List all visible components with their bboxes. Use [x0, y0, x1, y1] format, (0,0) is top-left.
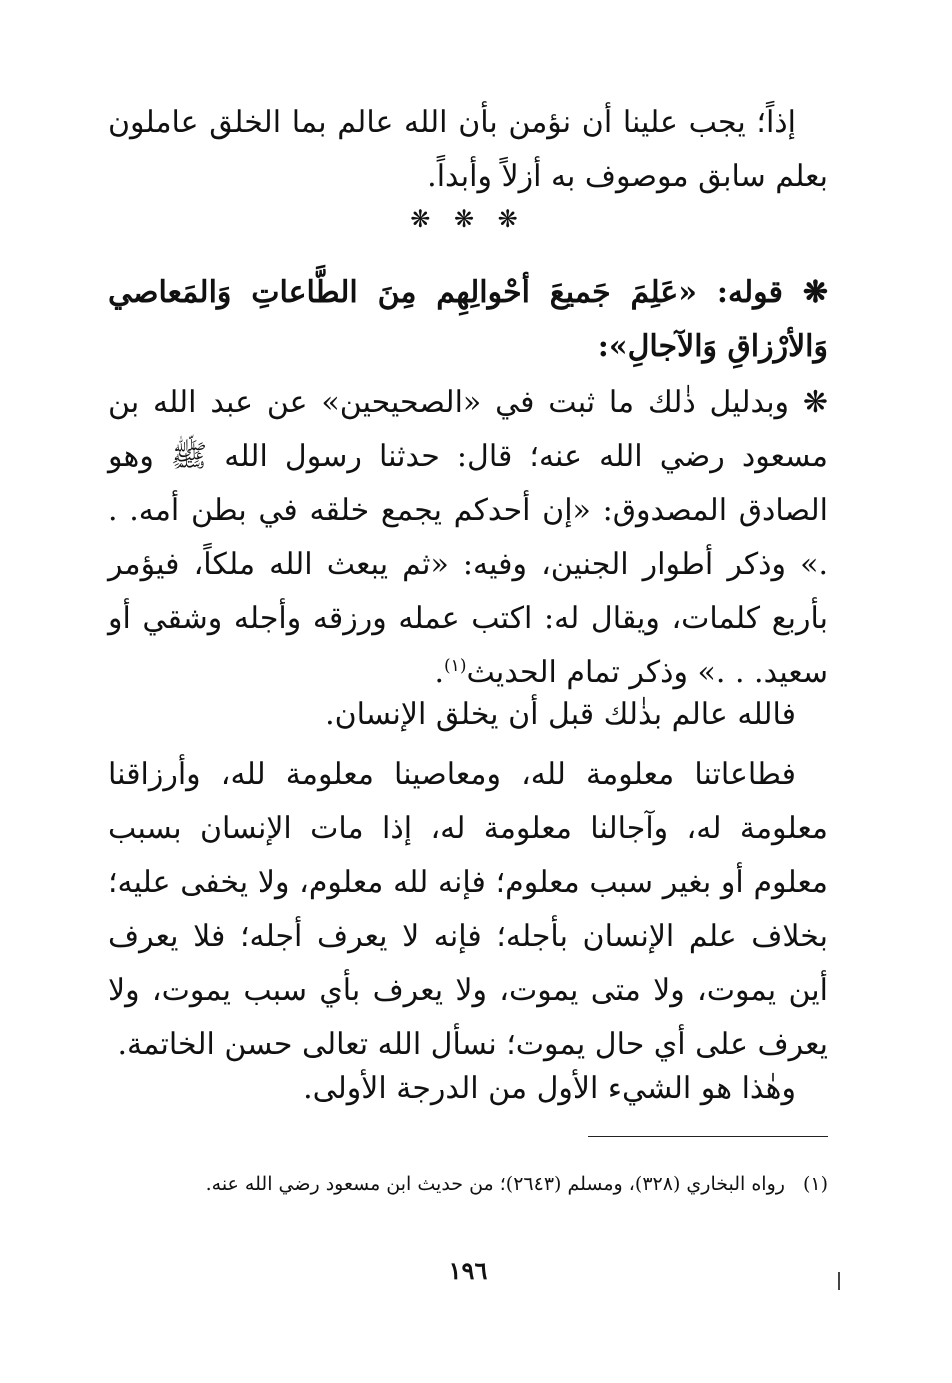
paragraph-evidence-text: ❋ وبدليل ذٰلك ما ثبت في «الصحيحين» عن عبد الله بن مسعود رضي الله عنه؛ قال: حدثنا رسول الله ﷺ وهو الصادق المصدوق: «إن أحدكم يجمع خلقه في بطن أمه. . .» وذكر أطوار الجنين، وفيه: «ثم يبعث الله ملكاً، فيؤمر بأربع كلمات، ويقال له: اكتب عمله ورزقه وأجله وشقي أو سعيد. . .» وذكر تمام الحديث — [108, 385, 828, 690]
page-number: ١٩٦ — [448, 1256, 488, 1285]
paragraph-god-knows: فالله عالم بذٰلك قبل أن يخلق الإنسان. — [325, 697, 796, 732]
quoted-text-heading: ❋ قوله: «عَلِمَ جَميعَ أحْوالِهِم مِنَ الطَّاعاتِ وَالمَعاصي وَالأرْزاقِ وَالآجالِ»: — [108, 275, 828, 364]
scan-mark — [838, 1272, 840, 1290]
book-page — [108, 0, 828, 1383]
footnote — [108, 1166, 828, 1202]
paragraph-conclusion: إذاً؛ يجب علينا أن نؤمن بأن الله عالم بما الخلق عاملون بعلم سابق موصوف به أزلاً وأبداً. — [108, 105, 828, 194]
paragraph-evidence — [108, 376, 828, 700]
footnote-text: رواه البخاري (٣٢٨)، ومسلم (٢٦٤٣)؛ من حديث ابن مسعود رضي الله عنه. — [205, 1173, 785, 1195]
paragraph-evidence-end: . — [434, 655, 445, 690]
paragraph-knowledge: فطاعاتنا معلومة لله، ومعاصينا معلومة لله، وأرزاقنا معلومة له، وآجالنا معلومة له، إذا مات الإنسان بسبب معلوم أو بغير سبب معلوم؛ فإنه لله معلوم، ولا يخفى عليه؛ بخلاف علم الإنسان بأجله؛ فإنه لا يعرف أجله؛ فلا يعرف أين يموت، ولا متى يموت، ولا يعرف بأي سبب يموت، ولا يعرف على أي حال يموت؛ نسأل الله تعالى حسن الخاتمة. — [108, 757, 828, 1062]
paragraph-closing: وهٰذا هو الشيء الأول من الدرجة الأولى. — [303, 1071, 796, 1106]
footnote-divider — [588, 1136, 828, 1137]
footnote-number: (١) — [802, 1173, 828, 1195]
footnote-reference: (١) — [444, 656, 467, 676]
section-separator: ❋ ❋ ❋ — [410, 205, 526, 233]
